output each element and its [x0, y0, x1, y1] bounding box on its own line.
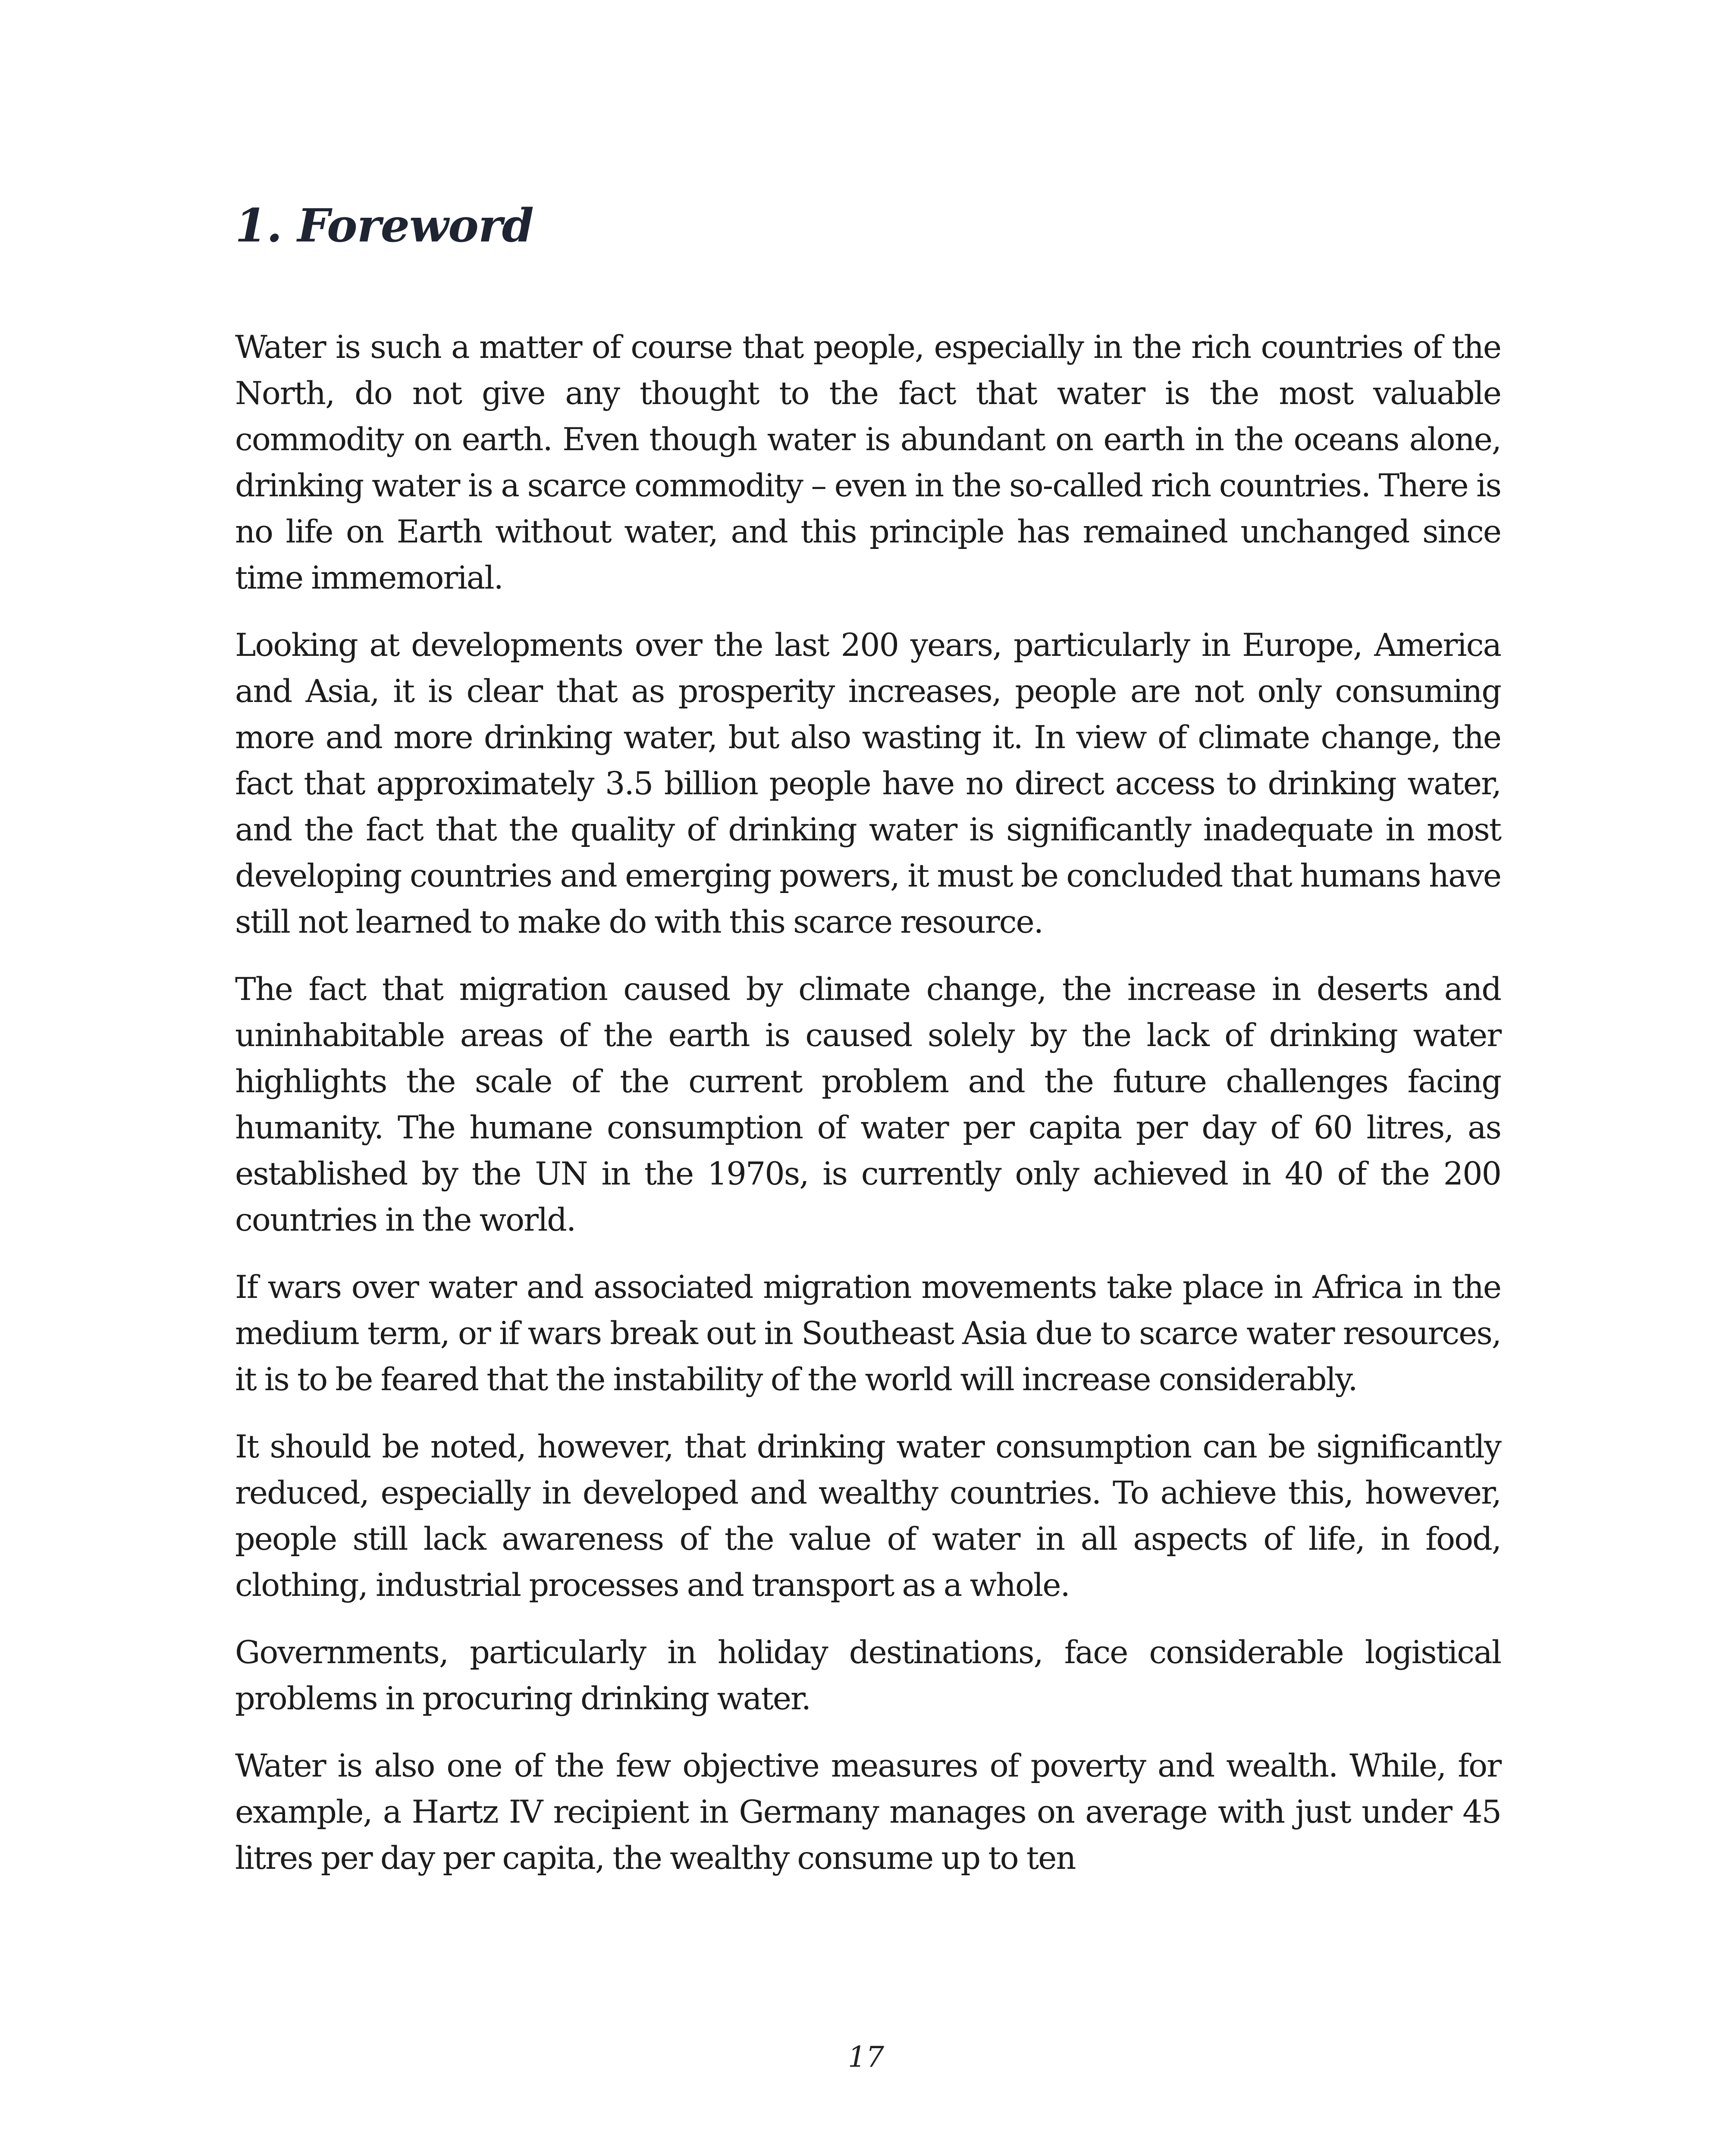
paragraph-3: The fact that migration caused by climate change, the increase in deserts and uninhabitable areas of the earth is caused solely by the lack of drinking water highlights the scale of the current problem and the future challenges facing humanity. The humane consumption of water per capita per day of 60 litres, as established by the UN in the 1970s, is currently only achieved in 40 of the 200 countries in the world.: [235, 971, 1501, 1238]
paragraph-6: Governments, particularly in holiday destinations, face considerable logistical problems in procuring drinking water.: [235, 1634, 1501, 1717]
paragraph-4: If wars over water and associated migration movements take place in Africa in the medium term, or if wars break out in Southeast Asia due to scarce water resources, it is to be feared that the instability of the world will increase considerably.: [235, 1269, 1501, 1398]
paragraph-2: Looking at developments over the last 200 years, particularly in Europe, America and Asia, it is clear that as prosperity increases, people are not only consuming more and more drinking water, but also wasting it. In view of climate change, the fact that approximately 3.5 billion people have no direct access to drinking water, and the fact that the quality of drinking water is significantly inadequate in most developing countries and emerging powers, it must be concluded that humans have still not learned to make do with this scarce resource.: [235, 627, 1501, 940]
paragraph-1: Water is such a matter of course that people, especially in the rich countries of the North, do not give any thought to the fact that water is the most valuable commodity on earth. Even though water is abundant on earth in the oceans alone, drinking water is a scarce commodity – even in the so-called rich countries. There is no life on Earth without water, and this principle has remained unchanged since time immemorial.: [235, 329, 1501, 596]
paragraph-7: Water is also one of the few objective measures of poverty and wealth. While, for example, a Hartz IV recipient in Germany manages on average with just under 45 litres per day per capita, the wealthy consume up to ten: [235, 1748, 1501, 1877]
chapter-heading: 1. Foreword: [235, 198, 533, 252]
page-number: 17: [848, 2040, 884, 2074]
body-text: [235, 324, 1501, 1902]
paragraph-5: It should be noted, however, that drinking water consumption can be significantly reduced, especially in developed and wealthy countries. To achieve this, however, people still lack awareness of the value of water in all aspects of life, in food, clothing, industrial processes and transport as a whole.: [235, 1429, 1501, 1604]
